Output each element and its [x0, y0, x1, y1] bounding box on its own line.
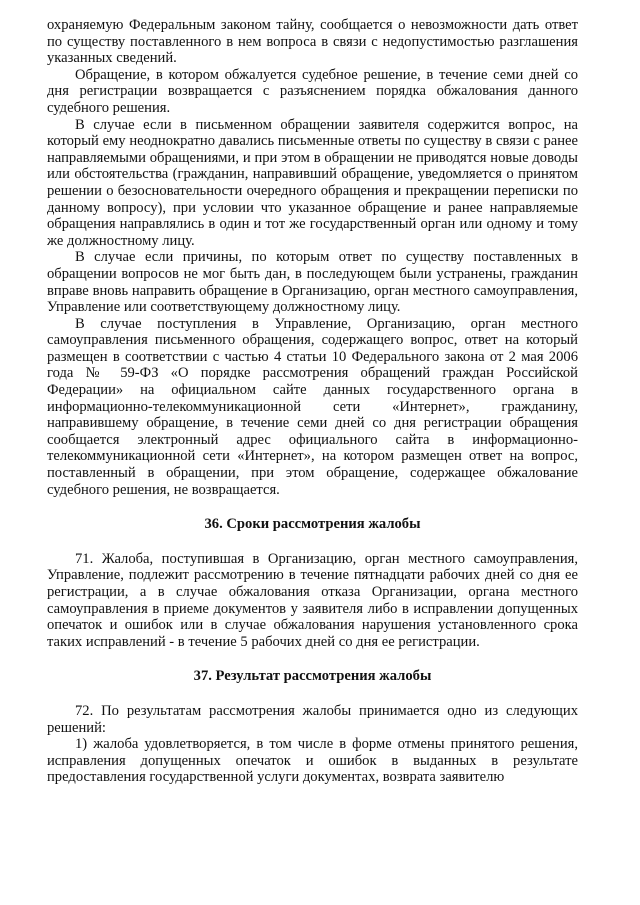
- section-heading-37: 37. Результат рассмотрения жалобы: [193, 668, 432, 685]
- paragraph-72: 72. По результатам рассмотрения жалобы принимается одно из следующих решений:: [47, 702, 578, 736]
- paragraph-reasons-eliminated: В случае если причины, по которым ответ по существу поставленных в обращении вопросов не мог быть дан, в последующем были устранены, гражданин вправе вновь направить обращение в Организацию, орган местного самоуправления, Управление или соответствующему должностному лицу.: [47, 249, 578, 316]
- paragraph-answer-published: В случае поступления в Управление, Организацию, орган местного самоуправления письменного обращения, содержащего вопрос, ответ на который размещен в соответствии с частью 4 статьи 10 Федерального закона от 2 мая 2006 года № 59-ФЗ «О порядке рассмотрения обращений граждан Российской Федерации» на официальном сайте данных государственного органа в информационно-телекоммуникационной сети «Интернет», гражданину, направившему обращение, в течение семи дней со дня регистрации обращения сообщается электронный адрес официального сайта в информационно-телекоммуникационной сети «Интернет», на котором размещен ответ на вопрос, поставленный в обращении, при этом обращение, содержащее обжалование судебного решения, не возвращается.: [47, 315, 578, 498]
- paragraph-repeated-appeal: В случае если в письменном обращении заявителя содержится вопрос, на который ему неоднократно давались письменные ответы по существу в связи с ранее направляемыми обращениями, и при этом в обращении не приводятся новые доводы или обстоятельства (гражданин, направивший обращение, уведомляется о принятом решении о безосновательности очередного обращения и прекращении переписки по данному вопросу), при условии что указанное обращение и ранее направляемые обращения направлялись в один и тот же государственный орган или одному и тому же должностному лицу.: [47, 116, 578, 249]
- section-heading-36: 36. Сроки рассмотрения жалобы: [204, 516, 421, 533]
- paragraph-secret-info: охраняемую Федеральным законом тайну, сообщается о невозможности дать ответ по существу поставленного в нем вопроса в связи с недопустимостью разглашения указанных сведений.: [47, 17, 578, 67]
- paragraph-71: 71. Жалоба, поступившая в Организацию, орган местного самоуправления, Управление, подлежит рассмотрению в течение пятнадцати рабочих дней со дня ее регистрации, а в случае обжалования отказа Организации, органа местного самоуправления в приеме документов у заявителя либо в исправлении допущенных опечаток и ошибок или в случае обжалования нарушения установленного срока таких исправлений - в течение 5 рабочих дней со дня ее регистрации.: [47, 550, 578, 650]
- paragraph-court-decision: Обращение, в котором обжалуется судебное решение, в течение семи дней со дня регистрации возвращается с разъяснением порядка обжалования данного судебного решения.: [47, 66, 578, 116]
- document-page: [47, 17, 578, 786]
- list-item-1: 1) жалоба удовлетворяется, в том числе в форме отмены принятого решения, исправления допущенных опечаток и ошибок в выданных в результате предоставления государственной услуги документах, возврата заявителю: [47, 736, 578, 786]
